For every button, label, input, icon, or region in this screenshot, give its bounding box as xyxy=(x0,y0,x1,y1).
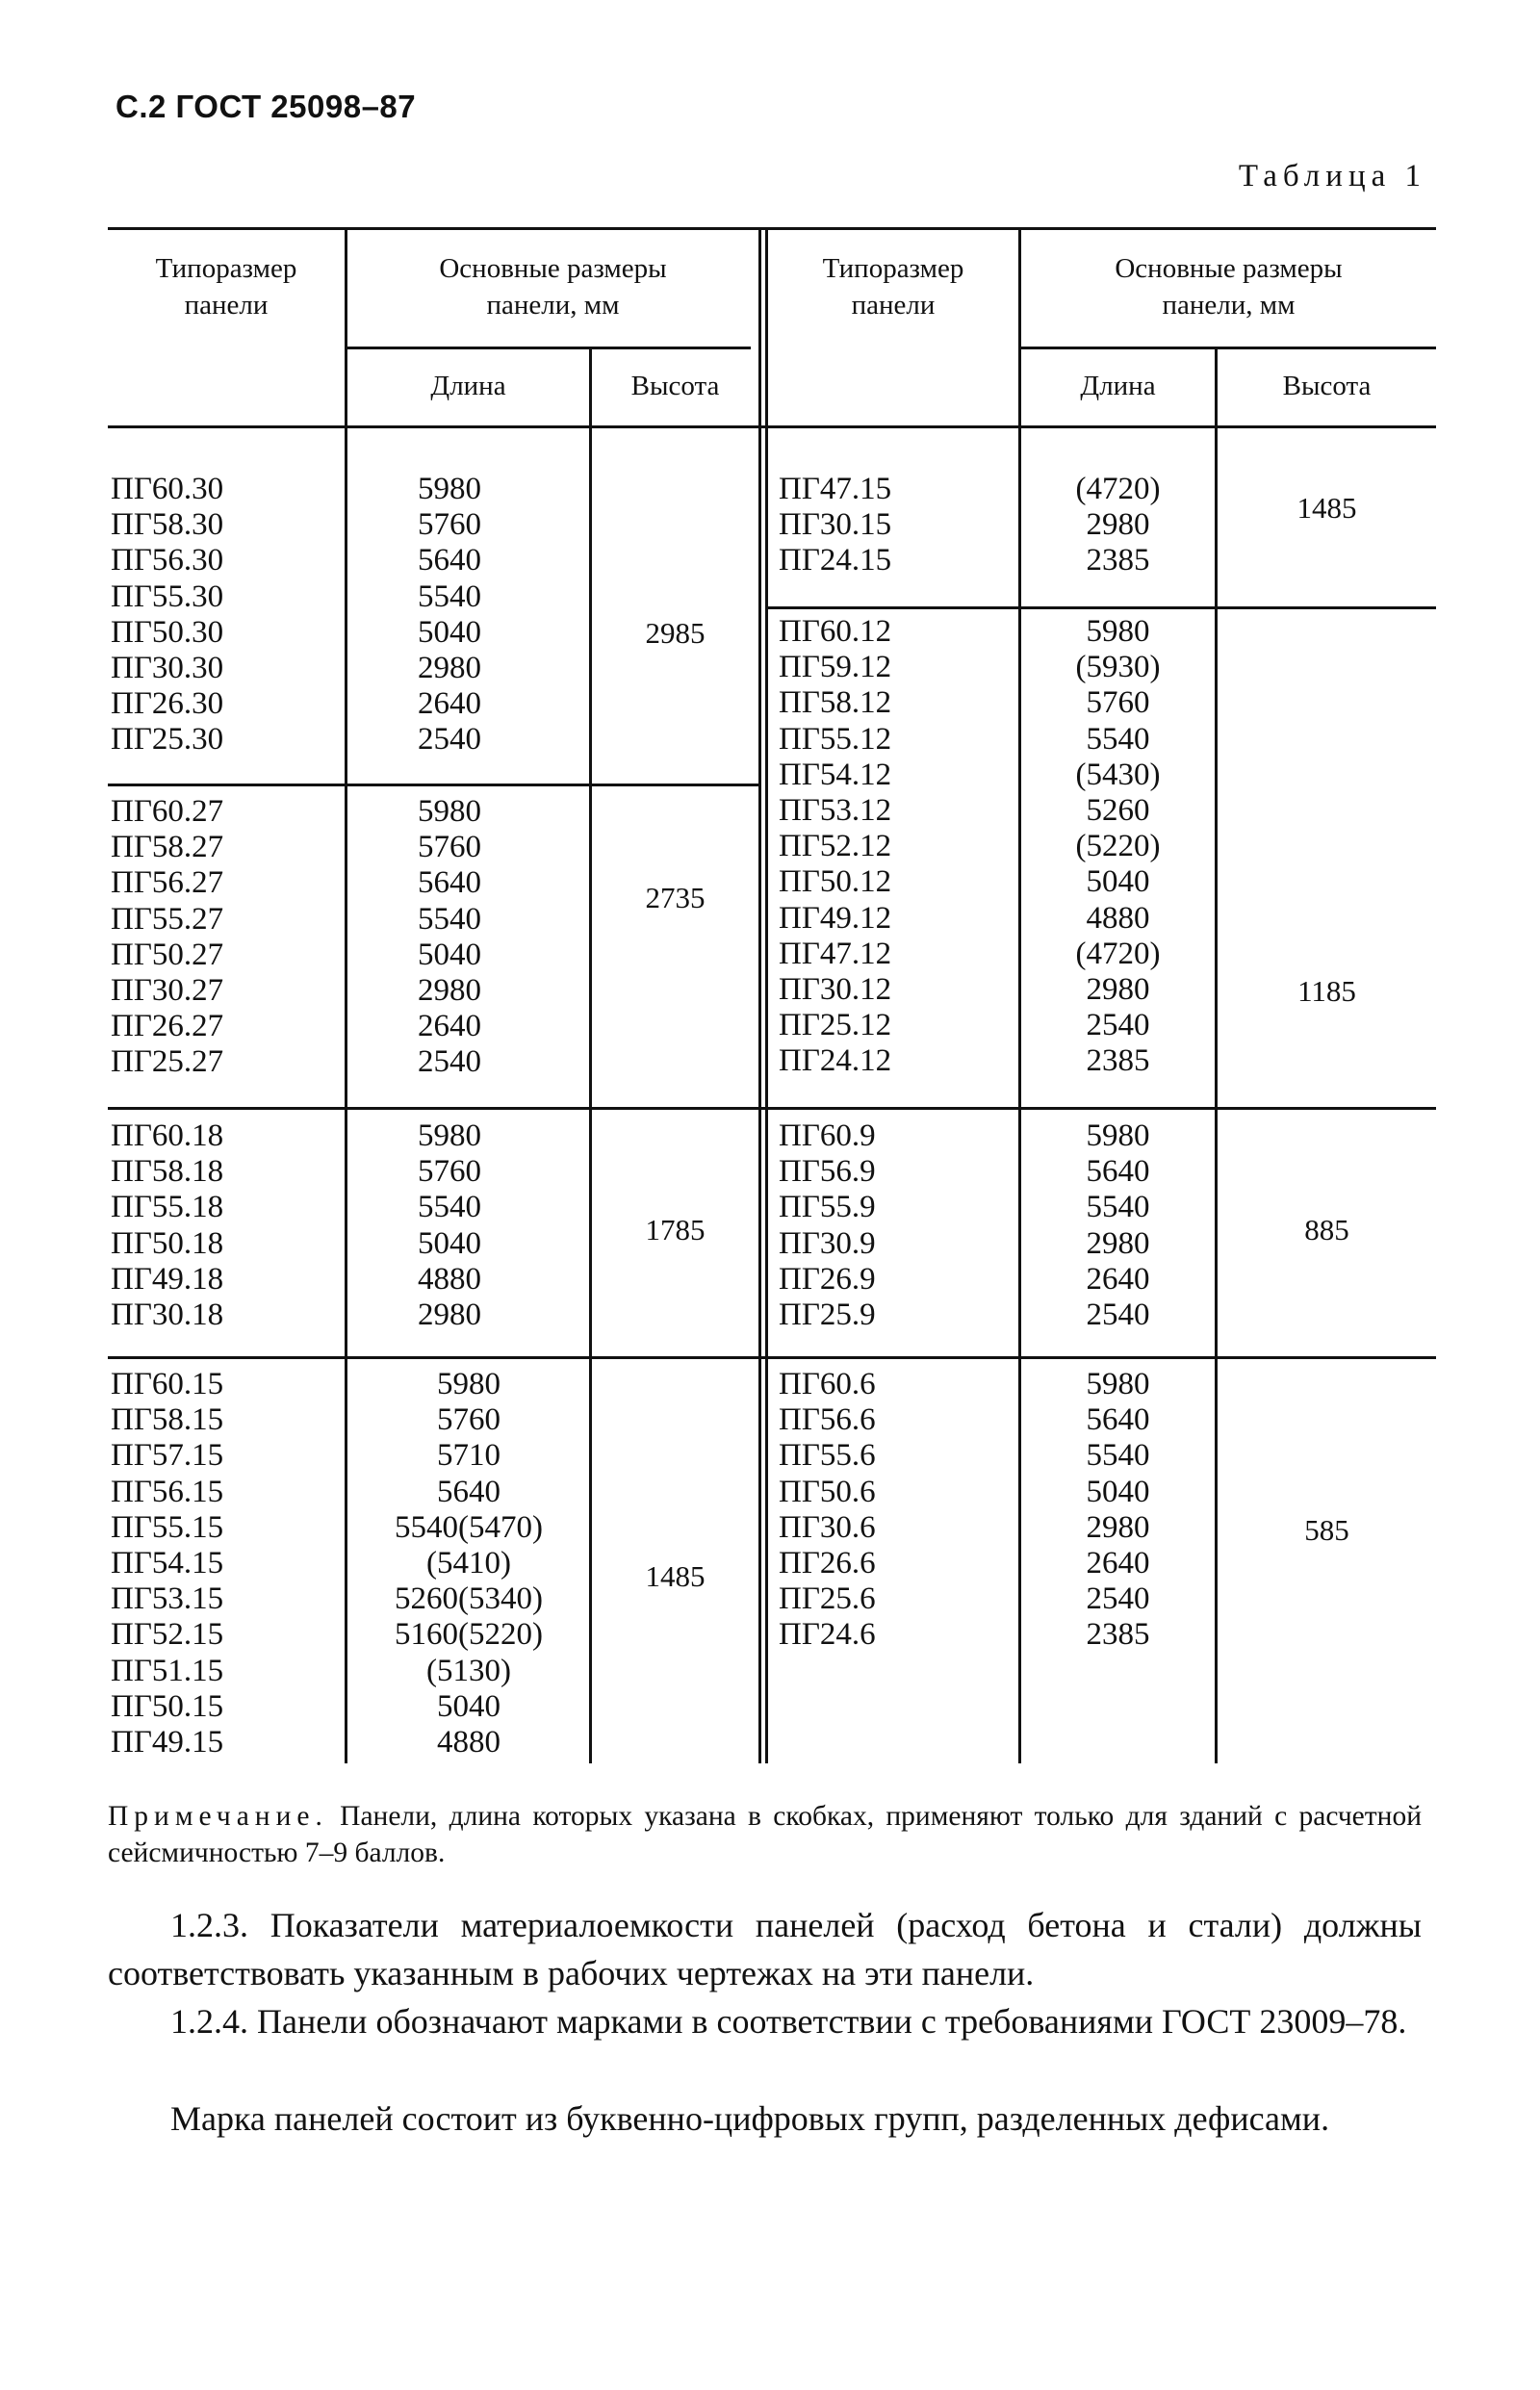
panel-length-cell: 5980 xyxy=(418,472,481,506)
panel-type-cell: ПГ60.30 xyxy=(111,472,224,506)
panel-length-cell: 5040 xyxy=(437,1688,500,1724)
panel-type-cell: ПГ25.27 xyxy=(111,1044,224,1080)
panel-type-cell: ПГ47.15 xyxy=(779,472,892,506)
panel-type-cell: ПГ49.12 xyxy=(779,900,892,936)
left-group-4-types xyxy=(111,1367,223,1760)
table-caption: Таблица 1 xyxy=(1238,159,1426,193)
left-group-1-lengths xyxy=(347,472,552,758)
panel-length-cell: 2980 xyxy=(418,1298,481,1333)
panel-type-cell: ПГ50.15 xyxy=(111,1688,224,1724)
panel-length-cell: 2640 xyxy=(1086,1261,1150,1297)
panel-length-cell: 2385 xyxy=(1086,1043,1150,1079)
panel-type-cell: ПГ55.15 xyxy=(111,1509,224,1545)
panel-length-cell: (5130) xyxy=(426,1653,511,1688)
panel-length-cell: (4720) xyxy=(1075,472,1161,506)
panel-length-cell: 5040 xyxy=(418,1225,481,1261)
panel-length-cell: 2980 xyxy=(1086,1509,1150,1545)
panel-type-cell: ПГ25.30 xyxy=(111,722,224,758)
right-group-1-lengths xyxy=(1021,472,1215,579)
left-group-1-types xyxy=(111,472,223,758)
left-group-3-types xyxy=(111,1118,223,1333)
panel-type-cell: ПГ55.12 xyxy=(779,721,892,757)
panel-type-cell: ПГ60.12 xyxy=(779,614,892,649)
panel-length-cell: 2540 xyxy=(1086,1298,1150,1333)
paragraph-1-2-3: 1.2.3. Показатели материалоемкости панелей (расход бетона и стали) должны соответствовать указанным в рабочих чертежах на эти панели. xyxy=(108,1906,1422,1992)
panel-type-cell: ПГ56.15 xyxy=(111,1474,224,1509)
note-label: Примечание. xyxy=(108,1801,328,1832)
col-rule-5 xyxy=(1215,347,1218,1763)
header-height-left: Высота xyxy=(630,371,720,401)
panel-type-cell: ПГ25.6 xyxy=(779,1581,876,1617)
panel-length-cell: 5040 xyxy=(1086,1474,1150,1509)
panel-type-cell: ПГ49.18 xyxy=(111,1261,224,1297)
right-group-3-lengths xyxy=(1021,1118,1215,1333)
panel-length-cell: 5640 xyxy=(418,865,481,901)
panel-length-cell: (5410) xyxy=(426,1546,511,1581)
header-height-right: Высота xyxy=(1282,371,1372,401)
panel-type-cell: ПГ47.12 xyxy=(779,936,892,971)
right-group-2-height: 1185 xyxy=(1297,974,1356,1008)
rule-group-4 xyxy=(108,1356,1436,1359)
panel-length-cell: 5540(5470) xyxy=(395,1509,543,1545)
panel-type-cell: ПГ58.15 xyxy=(111,1402,224,1438)
panel-type-cell: ПГ55.30 xyxy=(111,578,224,614)
panel-length-cell: 5710 xyxy=(437,1438,500,1474)
panel-type-cell: ПГ24.15 xyxy=(779,543,892,578)
panel-length-cell: 2640 xyxy=(418,686,481,722)
panel-length-cell: 5640 xyxy=(437,1474,500,1509)
panel-type-cell: ПГ60.15 xyxy=(111,1367,224,1401)
right-group-4-types xyxy=(779,1367,876,1654)
panel-length-cell: 2980 xyxy=(1086,972,1150,1008)
panel-type-cell: ПГ53.12 xyxy=(779,793,892,829)
left-group-2-types xyxy=(111,794,223,1081)
panel-type-cell: ПГ26.30 xyxy=(111,686,224,722)
panel-length-cell: 5640 xyxy=(1086,1402,1150,1438)
panel-length-cell: 4880 xyxy=(418,1261,481,1297)
panel-length-cell: 5980 xyxy=(418,1118,481,1153)
panel-length-cell: 2540 xyxy=(1086,1581,1150,1617)
right-group-2-types xyxy=(779,614,891,1080)
left-group-1-height: 2985 xyxy=(645,616,706,650)
left-group-4-height: 1485 xyxy=(645,1559,706,1593)
left-group-3-lengths xyxy=(347,1118,552,1333)
left-group-4-lengths xyxy=(347,1367,590,1760)
panel-type-cell: ПГ56.6 xyxy=(779,1402,876,1438)
panel-sizes-table xyxy=(108,223,1436,1768)
panel-type-cell: ПГ58.18 xyxy=(111,1154,224,1190)
panel-type-cell: ПГ26.9 xyxy=(779,1261,876,1297)
panel-length-cell: 5540 xyxy=(1086,1190,1150,1225)
panel-length-cell: 2385 xyxy=(1086,1617,1150,1653)
panel-type-cell: ПГ30.6 xyxy=(779,1509,876,1545)
panel-length-cell: 5540 xyxy=(418,1190,481,1225)
panel-type-cell: ПГ57.15 xyxy=(111,1438,224,1474)
panel-type-cell: ПГ55.9 xyxy=(779,1190,876,1225)
panel-length-cell: 2980 xyxy=(418,651,481,686)
col-rule-3a xyxy=(758,227,761,1763)
panel-length-cell: 4880 xyxy=(437,1725,500,1760)
panel-type-cell: ПГ51.15 xyxy=(111,1653,224,1688)
panel-type-cell: ПГ50.6 xyxy=(779,1474,876,1509)
panel-type-cell: ПГ30.9 xyxy=(779,1225,876,1261)
panel-length-cell: 5040 xyxy=(418,937,481,972)
panel-length-cell: 5760 xyxy=(418,1154,481,1190)
panel-length-cell: 5760 xyxy=(437,1402,500,1438)
left-group-2-lengths xyxy=(347,794,552,1081)
table-top-rule xyxy=(108,227,1436,230)
panel-length-cell: 5260(5340) xyxy=(395,1581,543,1617)
panel-type-cell: ПГ30.12 xyxy=(779,972,892,1008)
panel-length-cell: 5760 xyxy=(418,507,481,543)
panel-length-cell: 2980 xyxy=(1086,1225,1150,1261)
panel-type-cell: ПГ30.15 xyxy=(779,507,892,543)
panel-length-cell: 5040 xyxy=(418,614,481,650)
header-type-right: Типоразмер панели xyxy=(822,253,964,321)
panel-length-cell: 5980 xyxy=(1086,614,1150,649)
rule-left-subheader xyxy=(346,347,751,349)
panel-length-cell: 5640 xyxy=(418,543,481,578)
col-rule-3b xyxy=(765,227,768,1763)
panel-type-cell: ПГ60.27 xyxy=(111,794,224,829)
panel-type-cell: ПГ59.12 xyxy=(779,650,892,685)
panel-type-cell: ПГ30.18 xyxy=(111,1298,224,1333)
panel-type-cell: ПГ56.9 xyxy=(779,1154,876,1190)
panel-type-cell: ПГ24.6 xyxy=(779,1617,876,1653)
rule-left-group-1 xyxy=(108,784,759,786)
panel-type-cell: ПГ50.12 xyxy=(779,864,892,900)
panel-length-cell: 5040 xyxy=(1086,864,1150,900)
panel-type-cell: ПГ49.15 xyxy=(111,1725,224,1760)
header-bottom-rule xyxy=(108,425,1436,428)
paragraph-1-2-4: 1.2.4. Панели обозначают марками в соответствии с требованиями ГОСТ 23009–78. xyxy=(170,2002,1407,2041)
panel-type-cell: ПГ60.18 xyxy=(111,1118,224,1153)
panel-length-cell: 5980 xyxy=(1086,1367,1150,1401)
panel-length-cell: 5540 xyxy=(418,901,481,937)
panel-type-cell: ПГ25.12 xyxy=(779,1008,892,1043)
paragraph-mark: Марка панелей состоит из буквенно-цифровых групп, разделенных дефисами. xyxy=(170,2099,1330,2138)
panel-length-cell: 5980 xyxy=(418,794,481,829)
panel-type-cell: ПГ26.6 xyxy=(779,1546,876,1581)
panel-type-cell: ПГ60.9 xyxy=(779,1118,876,1153)
header-type-left: Типоразмер панели xyxy=(155,253,297,321)
panel-length-cell: 5160(5220) xyxy=(395,1617,543,1653)
panel-length-cell: (4720) xyxy=(1075,936,1161,971)
left-group-3-height: 1785 xyxy=(645,1213,706,1246)
right-group-2-lengths xyxy=(1021,614,1215,1080)
panel-length-cell: 2540 xyxy=(418,1044,481,1080)
panel-type-cell: ПГ54.15 xyxy=(111,1546,224,1581)
panel-length-cell: (5430) xyxy=(1075,757,1161,792)
panel-type-cell: ПГ60.6 xyxy=(779,1367,876,1401)
panel-length-cell: 2980 xyxy=(1086,507,1150,543)
rule-group-3 xyxy=(108,1107,1436,1110)
header-dims-left: Основные размеры панели, мм xyxy=(439,253,667,321)
panel-type-cell: ПГ30.30 xyxy=(111,651,224,686)
panel-length-cell: 5540 xyxy=(1086,1438,1150,1474)
panel-type-cell: ПГ56.30 xyxy=(111,543,224,578)
panel-length-cell: (5930) xyxy=(1075,650,1161,685)
panel-length-cell: 2385 xyxy=(1086,543,1150,578)
panel-length-cell: 5980 xyxy=(1086,1118,1150,1153)
panel-type-cell: ПГ55.27 xyxy=(111,901,224,937)
rule-right-group-1 xyxy=(765,606,1436,609)
panel-type-cell: ПГ24.12 xyxy=(779,1043,892,1079)
panel-type-cell: ПГ50.18 xyxy=(111,1225,224,1261)
panel-length-cell: 5260 xyxy=(1086,793,1150,829)
panel-length-cell: 2980 xyxy=(418,973,481,1009)
panel-type-cell: ПГ55.6 xyxy=(779,1438,876,1474)
panel-type-cell: ПГ52.12 xyxy=(779,829,892,864)
panel-type-cell: ПГ50.30 xyxy=(111,614,224,650)
panel-length-cell: 4880 xyxy=(1086,900,1150,936)
right-group-3-types xyxy=(779,1118,876,1333)
note-text: Панели, длина которых указана в скобках, применяют только для зданий с расчетной сейсмичностью 7–9 баллов. xyxy=(108,1801,1422,1868)
panel-type-cell: ПГ58.12 xyxy=(779,685,892,721)
header-length-left: Длина xyxy=(430,371,506,401)
right-group-3-height: 885 xyxy=(1304,1213,1349,1246)
panel-length-cell: (5220) xyxy=(1075,829,1161,864)
panel-length-cell: 2640 xyxy=(418,1009,481,1044)
panel-length-cell: 2540 xyxy=(1086,1008,1150,1043)
right-group-1-types xyxy=(779,472,891,579)
panel-length-cell: 5980 xyxy=(437,1367,500,1401)
panel-type-cell: ПГ56.27 xyxy=(111,865,224,901)
right-group-4-height: 585 xyxy=(1304,1513,1349,1547)
header-length-right: Длина xyxy=(1080,371,1156,401)
panel-type-cell: ПГ25.9 xyxy=(779,1298,876,1333)
page-header: С.2 ГОСТ 25098–87 xyxy=(116,89,417,124)
panel-type-cell: ПГ58.30 xyxy=(111,507,224,543)
right-group-1-height: 1485 xyxy=(1296,491,1357,525)
panel-length-cell: 5540 xyxy=(1086,721,1150,757)
left-group-2-height: 2735 xyxy=(645,881,706,914)
panel-type-cell: ПГ52.15 xyxy=(111,1617,224,1653)
panel-type-cell: ПГ26.27 xyxy=(111,1009,224,1044)
panel-length-cell: 2540 xyxy=(418,722,481,758)
header-dims-right: Основные размеры панели, мм xyxy=(1115,253,1343,321)
table-note xyxy=(108,1798,1422,1871)
panel-length-cell: 2640 xyxy=(1086,1546,1150,1581)
panel-type-cell: ПГ58.27 xyxy=(111,830,224,865)
rule-right-subheader xyxy=(1021,347,1436,349)
panel-type-cell: ПГ50.27 xyxy=(111,937,224,972)
panel-type-cell: ПГ54.12 xyxy=(779,757,892,792)
panel-type-cell: ПГ30.27 xyxy=(111,973,224,1009)
right-group-4-lengths xyxy=(1021,1367,1215,1654)
panel-length-cell: 5760 xyxy=(418,830,481,865)
panel-type-cell: ПГ53.15 xyxy=(111,1581,224,1617)
panel-length-cell: 5540 xyxy=(418,578,481,614)
panel-length-cell: 5760 xyxy=(1086,685,1150,721)
panel-length-cell: 5640 xyxy=(1086,1154,1150,1190)
panel-type-cell: ПГ55.18 xyxy=(111,1190,224,1225)
